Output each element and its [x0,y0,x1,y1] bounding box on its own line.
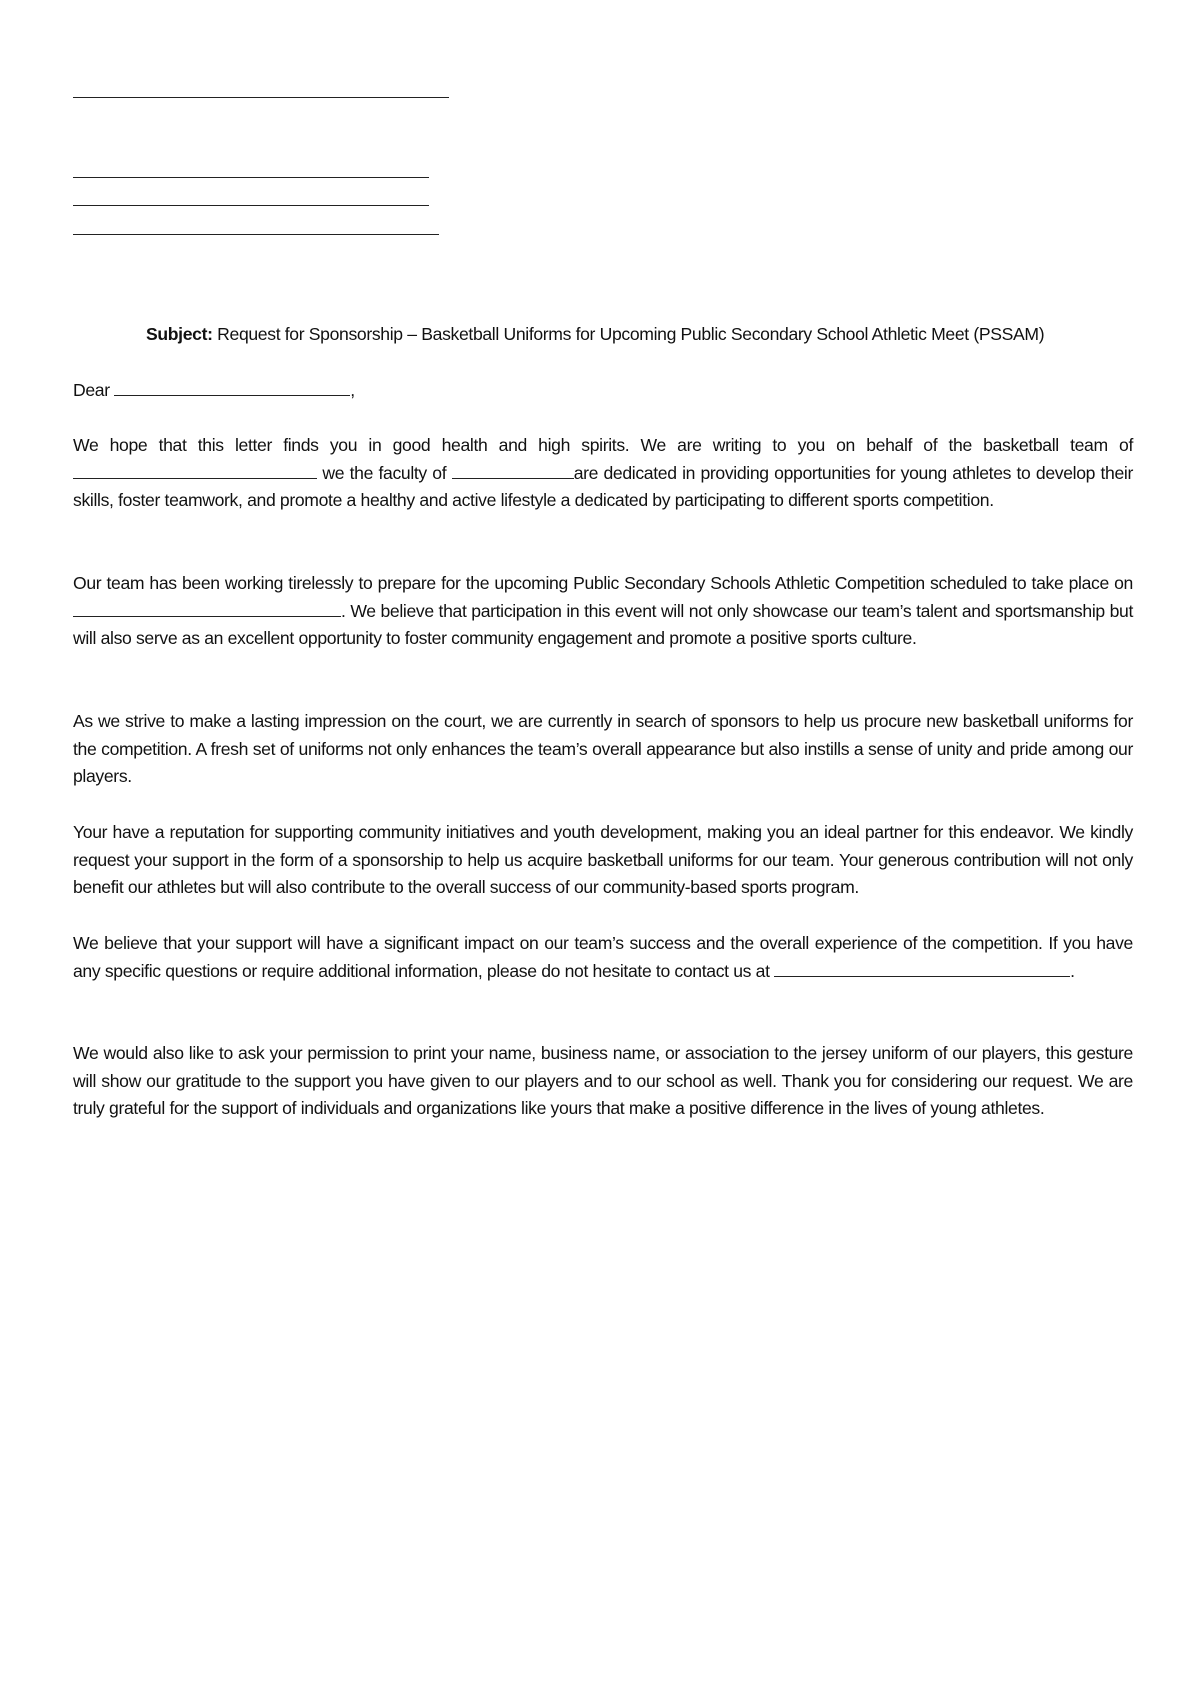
salutation-prefix: Dear [73,380,115,400]
contact-info-blank [774,962,1070,977]
paragraph-6: We would also like to ask your permission to print your name, business name, or association to the jersey uniform of our players, this gesture will show our gratitude to the support you have given to our players and to our school as well. Thank you for considering our request. We are truly grateful for the support of individuals and organizations like yours that make a positive difference in the lives of young athletes. [73,1043,1133,1119]
paragraph-1-part-c: are dedicated in providing opportunities for young athletes to develop their skills, foster teamwork, and promote a healthy and active lifestyle a dedicated by participating to different sports competition. [73,462,1133,511]
paragraph-3: As we strive to make a lasting impression on the court, we are currently in search of sponsors to help us procure new basketball uniforms for the competition. A fresh set of uniforms not only enhances the team’s overall appearance but also instills a sense of unity and pride among our players. [73,711,1133,787]
paragraph-1 [73,432,1133,515]
subject-label: Subject: [146,324,213,344]
recipient-name-blank [114,381,350,396]
date-line [73,97,449,98]
subject-text: Request for Sponsorship – Basketball Uniforms for Upcoming Public Secondary School Athletic Meet (PSSAM) [212,324,1045,344]
address-line-1 [73,177,429,178]
paragraph-4: Your have a reputation for supporting community initiatives and youth development, making you an ideal partner for this endeavor. We kindly request your support in the form of a sponsorship to help us acquire basketball uniforms for our team. Your generous contribution will not only benefit our athletes but will also contribute to the overall success of our community-based sports program. [73,822,1133,898]
salutation-suffix: , [350,380,355,400]
paragraph-2-part-b: . We believe that participation in this event will not only showcase our team’s talent and sportsmanship but will also serve as an excellent opportunity to foster community engagement and promote a positive sports culture. [73,600,1133,649]
address-line-3 [73,234,439,235]
paragraph-1-part-a: We hope that this letter finds you in good health and high spirits. We are writing to you on behalf of the basketball team of [73,435,1133,455]
paragraph-2 [73,570,1133,653]
paragraph-5-part-a: We believe that your support will have a significant impact on our team’s success and the overall experience of the competition. If you have any specific questions or require additional information, please do not hesitate to contact us at [73,933,1133,981]
salutation [73,377,1133,405]
paragraph-2-part-a: Our team has been working tirelessly to prepare for the upcoming Public Secondary Schools Athletic Competition scheduled to take place on [73,573,1133,593]
paragraph-1-part-b: we the faculty of [317,462,452,483]
paragraph-5-part-b: . [1070,960,1075,981]
school-name-blank [73,464,317,479]
faculty-name-blank [452,464,574,479]
paragraph-5 [73,930,1133,985]
address-line-2 [73,205,429,206]
subject-line [146,321,1044,349]
competition-date-blank [73,602,341,617]
